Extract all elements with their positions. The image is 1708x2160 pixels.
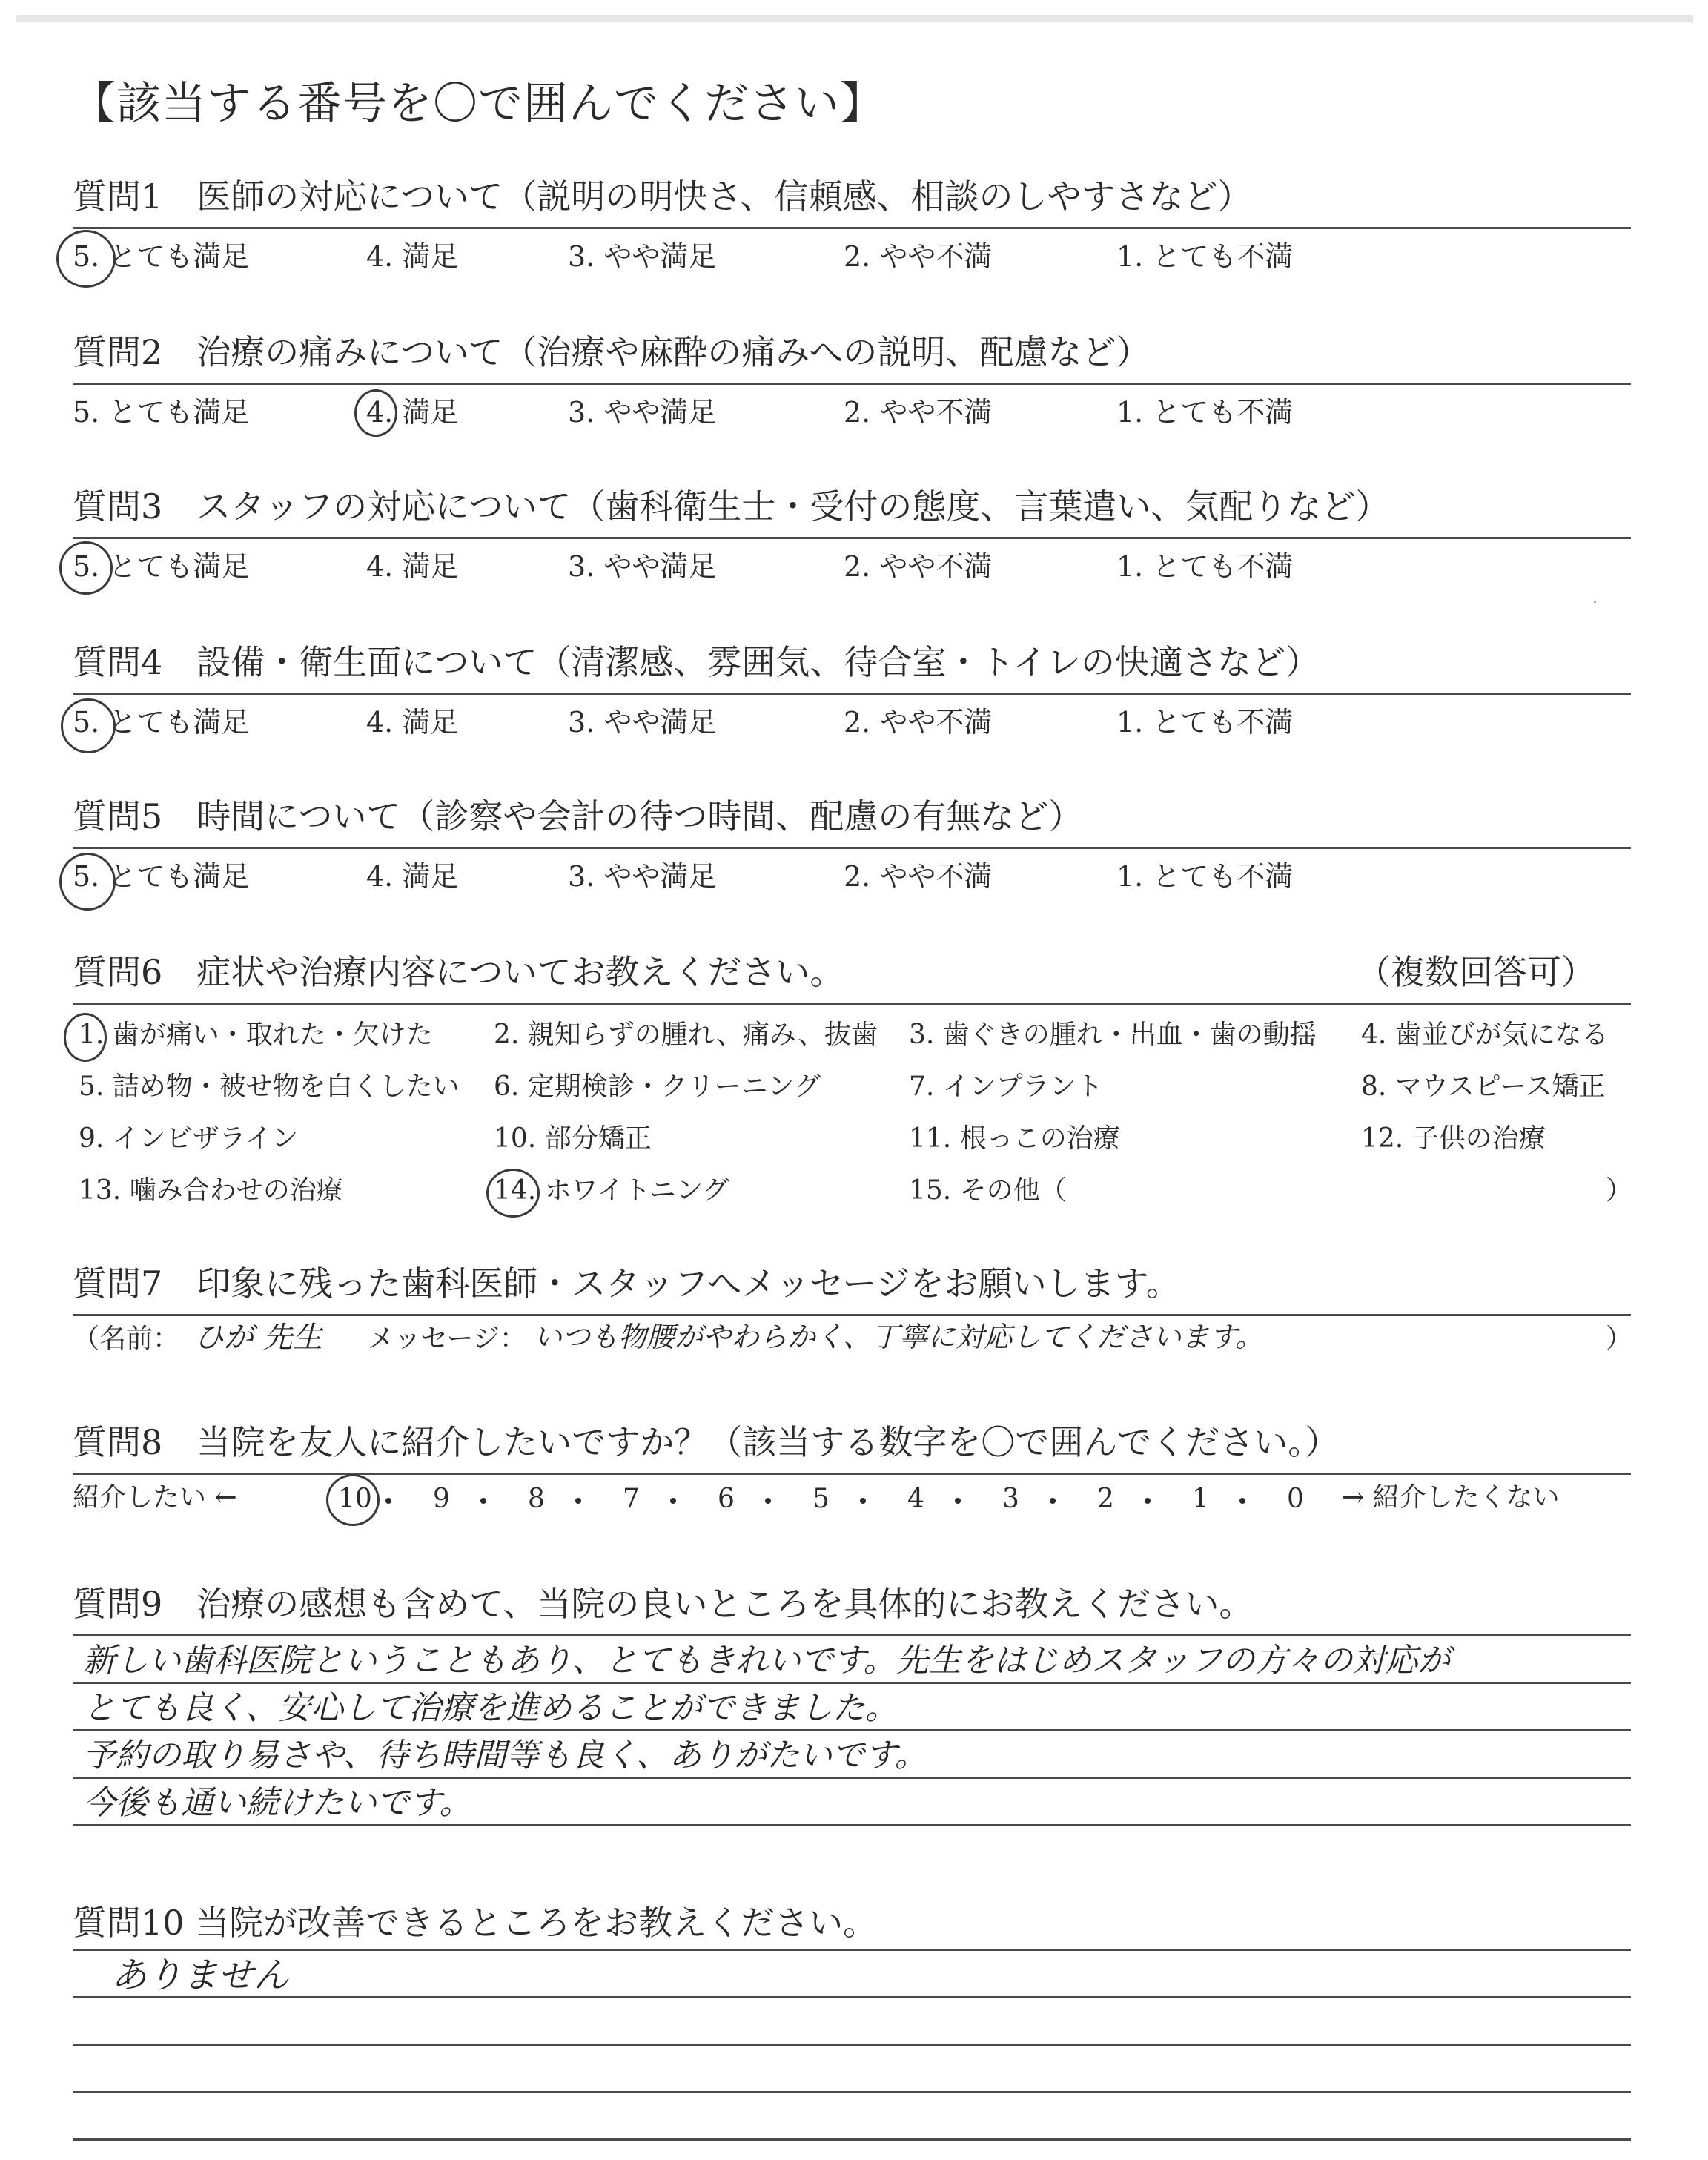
q5-title: 質問5 時間について（診察や会計の待つ時間、配慮の有無など）	[73, 796, 1083, 836]
q8-right-label: → 紹介したくない	[1342, 1482, 1560, 1513]
q5-selected-circle	[59, 853, 116, 911]
q1-rule	[73, 227, 1631, 229]
q8-scale-separator	[1145, 1498, 1151, 1504]
q4-option-4[interactable]: 4. 満足	[366, 706, 459, 739]
q6-item-1[interactable]: 1. 歯が痛い・取れた・欠けた	[79, 1020, 433, 1050]
q7-message-value[interactable]: いつも物腰がやわらかく、丁寧に対応してくださいます。	[534, 1321, 1264, 1353]
q8-scale-value-0[interactable]: 0	[1287, 1484, 1304, 1514]
q1-option-2[interactable]: 2. やや不満	[844, 240, 993, 273]
q8-scale-value-5[interactable]: 5	[812, 1484, 830, 1514]
q1-option-3[interactable]: 3. やや満足	[568, 240, 717, 273]
q6-selected-circle-14	[486, 1169, 540, 1218]
q6-item-8[interactable]: 8. マウスピース矯正	[1361, 1071, 1606, 1102]
q10-rule-1	[73, 1949, 1631, 1951]
scan-edge	[16, 15, 1693, 22]
q3-rule	[73, 537, 1631, 539]
q4-title: 質問4 設備・衛生面について（清潔感、雰囲気、待合室・トイレの快適さなど）	[73, 642, 1320, 682]
q9-rule-2	[73, 1682, 1631, 1684]
q7-rule	[73, 1314, 1631, 1316]
q8-selected-circle	[326, 1474, 380, 1526]
q3-option-1[interactable]: 1. とても不満	[1116, 550, 1294, 583]
q8-left-label: 紹介したい ←	[73, 1482, 237, 1513]
q6-item-3[interactable]: 3. 歯ぐきの腫れ・出血・歯の動揺	[909, 1020, 1317, 1050]
q8-scale-separator	[955, 1498, 961, 1504]
q8-scale-value-2[interactable]: 2	[1097, 1484, 1114, 1514]
q6-item-12[interactable]: 12. 子供の治療	[1361, 1123, 1546, 1154]
q6-item-13[interactable]: 13. 噛み合わせの治療	[79, 1175, 343, 1206]
q3-option-3[interactable]: 3. やや満足	[568, 550, 717, 583]
q9-answer-line-2[interactable]: とても良く、安心して治療を進めることができました。	[83, 1689, 898, 1727]
q5-option-3[interactable]: 3. やや満足	[568, 860, 717, 893]
q6-item-4[interactable]: 4. 歯並びが気になる	[1361, 1020, 1609, 1050]
q9-rule-1	[73, 1634, 1631, 1636]
q4-rule	[73, 693, 1631, 695]
q10-title: 質問10 当院が改善できるところをお教えください。	[73, 1903, 878, 1943]
q8-scale-separator	[670, 1498, 676, 1504]
q1-option-4[interactable]: 4. 満足	[366, 240, 459, 273]
q4-option-1[interactable]: 1. とても不満	[1116, 706, 1294, 739]
q8-scale-value-8[interactable]: 8	[528, 1484, 545, 1514]
q2-rule	[73, 383, 1631, 385]
q8-scale-value-3[interactable]: 3	[1002, 1484, 1019, 1514]
q8-scale-value-6[interactable]: 6	[718, 1484, 735, 1514]
q4-option-5[interactable]: 5. とても満足	[73, 706, 250, 739]
q10-answer-line-1[interactable]: ありません	[111, 1955, 290, 1996]
q9-title: 質問9 治療の感想も含めて、当院の良いところを具体的にお教えください。	[73, 1584, 1254, 1624]
q3-option-5[interactable]: 5. とても満足	[73, 550, 250, 583]
q2-option-5[interactable]: 5. とても満足	[73, 396, 250, 429]
q5-option-4[interactable]: 4. 満足	[366, 860, 459, 893]
q7-name-label: （名前：	[73, 1324, 180, 1354]
q6-selected-circle-1	[64, 1013, 107, 1062]
q6-item-5[interactable]: 5. 詰め物・被せ物を白くしたい	[79, 1071, 460, 1102]
q6-item-6[interactable]: 6. 定期検診・クリーニング	[494, 1071, 821, 1102]
q9-rule-5	[73, 1824, 1631, 1826]
q2-option-2[interactable]: 2. やや不満	[844, 396, 993, 429]
q9-answer-line-3[interactable]: 予約の取り易さや、待ち時間等も良く、ありがたいです。	[83, 1737, 927, 1774]
q9-answer-line-1[interactable]: 新しい歯科医院ということもあり、とてもきれいです。先生をはじめスタッフの方々の対応が	[83, 1642, 1451, 1680]
q10-rule-3	[73, 2044, 1631, 2046]
q8-scale-separator	[1239, 1498, 1245, 1504]
q7-title: 質問7 印象に残った歯科医師・スタッフへメッセージをお願いします。	[73, 1264, 1180, 1304]
q2-title: 質問2 治療の痛みについて（治療や麻酔の痛みへの説明、配慮など）	[73, 332, 1151, 372]
q6-item-7[interactable]: 7. インプラント	[909, 1071, 1103, 1102]
q6-other-close-paren: ）	[1606, 1175, 1633, 1206]
q2-selected-circle	[354, 389, 397, 437]
q6-item-14[interactable]: 14. ホワイトニング	[494, 1175, 729, 1206]
q7-name-value[interactable]: ひが 先生	[194, 1321, 322, 1355]
q6-rule	[73, 1003, 1631, 1005]
q9-rule-4	[73, 1777, 1631, 1779]
q1-option-1[interactable]: 1. とても不満	[1116, 240, 1294, 273]
q8-scale-separator	[385, 1498, 391, 1504]
q8-scale-value-4[interactable]: 4	[907, 1484, 924, 1514]
q8-scale-separator	[575, 1498, 581, 1504]
q8-rule	[73, 1473, 1631, 1475]
q5-option-2[interactable]: 2. やや不満	[844, 860, 993, 893]
q3-option-2[interactable]: 2. やや不満	[844, 550, 993, 583]
q8-scale-value-9[interactable]: 9	[433, 1484, 450, 1514]
q3-title: 質問3 スタッフの対応について（歯科衛生士・受付の態度、言葉遣い、気配りなど）	[73, 486, 1390, 526]
q6-item-2[interactable]: 2. 親知らずの腫れ、痛み、抜歯	[494, 1020, 878, 1050]
q4-option-2[interactable]: 2. やや不満	[844, 706, 993, 739]
page-heading: 【該当する番号を〇で囲んでください】	[71, 78, 885, 130]
q10-rule-4	[73, 2091, 1631, 2093]
q7-close-paren: ）	[1606, 1324, 1633, 1354]
scan-speck	[1594, 601, 1596, 603]
q5-option-5[interactable]: 5. とても満足	[73, 860, 250, 893]
q1-option-5[interactable]: 5. とても満足	[73, 240, 250, 273]
q8-scale-value-7[interactable]: 7	[623, 1484, 640, 1514]
q8-scale-separator	[860, 1498, 866, 1504]
q10-rule-2	[73, 1996, 1631, 1998]
q8-scale-separator	[480, 1498, 486, 1504]
q1-selected-circle	[56, 230, 116, 288]
q4-selected-circle	[61, 698, 116, 753]
q2-option-3[interactable]: 3. やや満足	[568, 396, 717, 429]
q6-multiple-note: （複数回答可）	[1357, 952, 1595, 992]
q2-option-1[interactable]: 1. とても不満	[1116, 396, 1294, 429]
q10-rule-5	[73, 2138, 1631, 2141]
q1-title: 質問1 医師の対応について（説明の明快さ、信頼感、相談のしやすさなど）	[73, 176, 1252, 217]
q3-selected-circle	[59, 541, 113, 595]
q7-message-label: メッセージ：	[368, 1324, 526, 1354]
q9-rule-3	[73, 1729, 1631, 1731]
q6-item-9[interactable]: 9. インビザライン	[79, 1123, 299, 1154]
q6-item-10[interactable]: 10. 部分矯正	[494, 1123, 652, 1154]
q8-scale-value-10[interactable]: 10	[338, 1484, 372, 1514]
q9-answer-line-4[interactable]: 今後も通い続けたいです。	[83, 1784, 472, 1822]
q3-option-4[interactable]: 4. 満足	[366, 550, 459, 583]
q6-item-11[interactable]: 11. 根っこの治療	[909, 1123, 1120, 1154]
q8-scale-value-1[interactable]: 1	[1192, 1484, 1209, 1514]
q4-option-3[interactable]: 3. やや満足	[568, 706, 717, 739]
q6-item-15[interactable]: 15. その他（	[909, 1175, 1067, 1206]
q6-title: 質問6 症状や治療内容についてお教えください。	[73, 952, 844, 992]
q8-scale-separator	[1050, 1498, 1056, 1504]
q8-title: 質問8 当院を友人に紹介したいですか？（該当する数字を〇で囲んでください。）	[73, 1422, 1340, 1462]
q2-option-4[interactable]: 4. 満足	[366, 396, 459, 429]
q5-rule	[73, 847, 1631, 849]
q5-option-1[interactable]: 1. とても不満	[1116, 860, 1294, 893]
q8-scale-separator	[765, 1498, 771, 1504]
